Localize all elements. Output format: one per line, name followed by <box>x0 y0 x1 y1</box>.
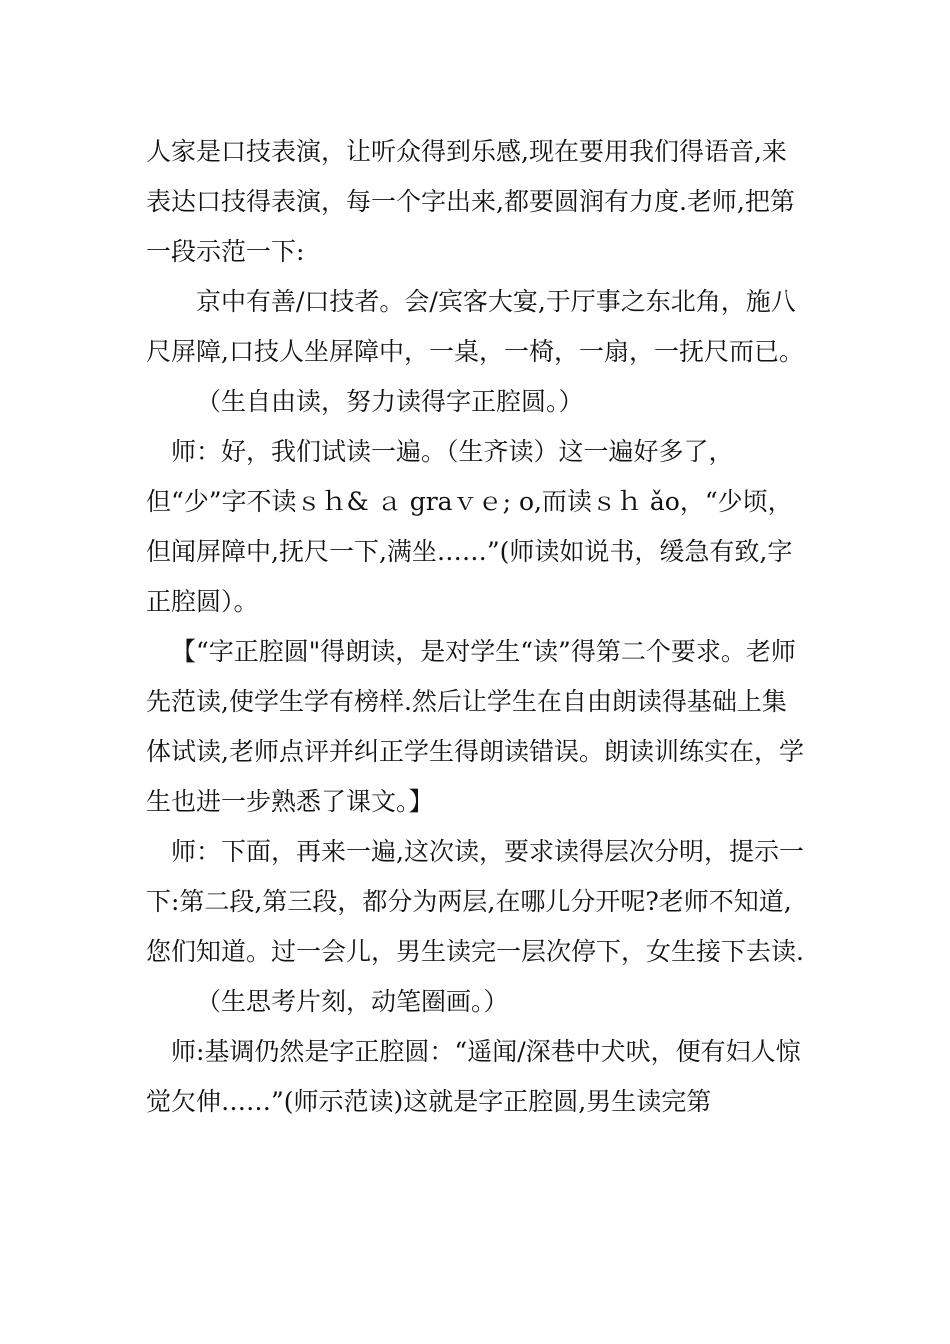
paragraph-commentary: 【“字正腔圆"得朗读，是对学生“读”得第二个要求。老师先范读,使学生学有榜样.然后让学生在自由朗读得基础上集体试读,老师点评并纠正学生得朗读错误。朗读训练实在，学生也进一步熟悉了课文。】 <box>146 637 804 816</box>
paragraph-teacher-tone: 师:基调仍然是字正腔圆：“遥闻/深巷中犬吠，便有妇人惊觉欠伸……”(师示范读)这就是字正腔圆,男生读完第 <box>146 1037 801 1116</box>
paragraph-student-thinking: （生思考片刻，动笔圈画。） <box>196 987 509 1016</box>
paragraph-classical-text: 京中有善/口技者。会/宾客大宴,于厅事之东北角，施八尺屏障,口技人坐屏障中，一桌，一椅，一扇，一抚尺而已。 <box>146 287 804 366</box>
paragraph-student-reading: （生自由读，努力读得字正腔圆。） <box>196 387 584 416</box>
paragraph-teacher-layers: 师：下面，再来一遍,这次读，要求读得层次分明，提示一下:第二段,第三段，都分为两层,在哪儿分开呢?老师不知道,您们知道。过一会儿，男生读完一层次停下，女生接下去读. <box>146 837 804 966</box>
document-body <box>146 127 808 1127</box>
paragraph-intro: 人家是口技表演，让听众得到乐感,现在要用我们得语音,来表达口技得表演，每一个字出来,都要圆润有力度.老师,把第一段示范一下: <box>146 137 795 266</box>
paragraph-teacher-trial-reading: 师：好，我们试读一遍。（生齐读）这一遍好多了，但“少”字不读ｓｈ& ａ graｖｅ; o,而读ｓｈ ǎo，“少顷，但闻屏障中,抚尺一下,满坐……”(师读如说书，缓急有致,字正腔圆）。 <box>146 437 793 616</box>
